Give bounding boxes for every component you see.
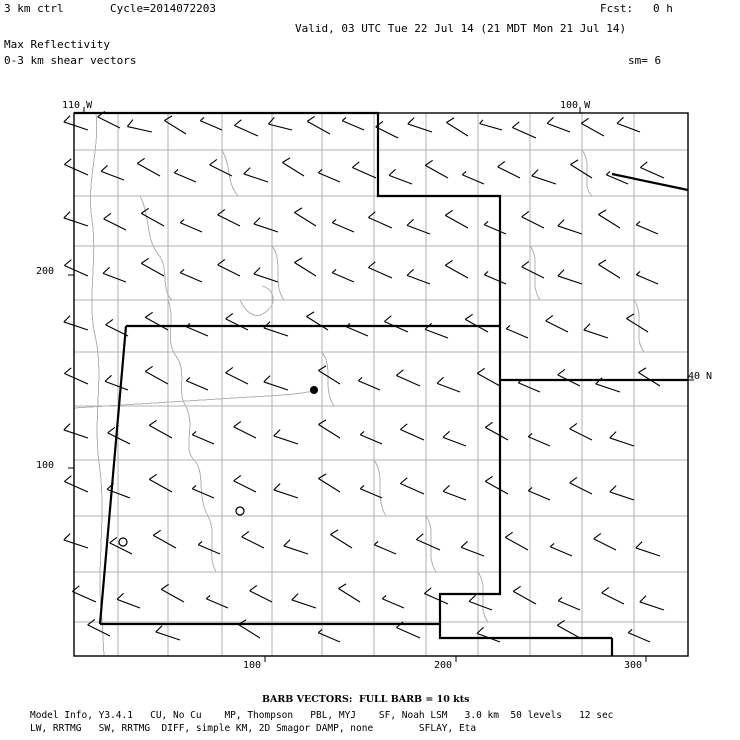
wind-barb <box>145 366 168 384</box>
wind-barb <box>64 368 88 384</box>
wind-barb <box>284 540 308 554</box>
wind-barb <box>416 534 440 550</box>
wind-barb <box>234 120 258 136</box>
wind-barb <box>64 476 88 492</box>
wind-barb-layer <box>64 111 664 642</box>
wind-barb <box>294 208 316 226</box>
wind-barb <box>445 260 468 278</box>
wind-barb <box>64 534 88 548</box>
wind-barb <box>570 477 592 494</box>
wind-barb <box>234 421 256 438</box>
wind-barb <box>192 431 214 444</box>
wind-barb <box>72 586 96 602</box>
wind-barb <box>484 221 506 234</box>
cycle-label: Cycle=2014072203 <box>110 2 216 15</box>
wind-barb <box>626 314 648 332</box>
wind-barb <box>570 423 592 440</box>
field-label-secondary: 0-3 km shear vectors <box>4 54 137 67</box>
wind-barb <box>306 312 328 330</box>
lon-label-100w: 100 W <box>560 100 591 111</box>
valid-time-label: Valid, 03 UTC Tue 22 Jul 14 (21 MDT Mon 21 Jul 14) <box>295 22 627 35</box>
wind-barb <box>518 379 540 392</box>
wind-barb <box>274 430 298 444</box>
wind-barb <box>558 270 582 284</box>
wind-barb <box>242 531 264 548</box>
wind-barb <box>153 530 176 548</box>
wind-barb <box>294 258 316 276</box>
lon-label-110w: 110 W <box>62 100 93 111</box>
x-tick-200: 200 <box>434 660 453 671</box>
wind-barb <box>104 213 126 230</box>
forecast-hour-label: Fcst: 0 h <box>600 2 673 15</box>
wind-barb <box>226 313 248 330</box>
wind-barb <box>64 260 88 276</box>
wind-barb <box>108 427 130 444</box>
wind-barb <box>513 586 536 604</box>
wind-barb <box>360 431 382 444</box>
wind-barb <box>505 532 528 550</box>
wind-barb <box>528 433 550 446</box>
storm-motion-label: sm= 6 <box>628 54 662 67</box>
wind-barb <box>498 161 520 178</box>
wind-barb <box>602 587 624 604</box>
wind-barb <box>117 593 140 608</box>
wind-barb <box>307 116 330 134</box>
wind-barb <box>546 315 568 332</box>
wind-barb <box>550 543 572 556</box>
wind-barb <box>264 376 288 390</box>
wind-barb <box>218 209 240 226</box>
wind-barb <box>617 117 640 132</box>
wind-barb <box>180 219 202 232</box>
wind-barb <box>610 432 634 446</box>
station-marker-open-1 <box>236 507 244 515</box>
wind-barb <box>352 162 376 178</box>
y-tick-200: 200 <box>36 266 55 277</box>
wind-barb <box>218 259 240 276</box>
wind-barb <box>598 210 620 228</box>
wind-barb <box>330 530 352 548</box>
wind-barb <box>636 221 658 234</box>
wind-barb <box>558 597 580 610</box>
wind-barb <box>584 324 608 338</box>
wind-barb <box>557 620 580 638</box>
wind-barb <box>446 118 468 136</box>
wind-barb <box>581 118 604 136</box>
wind-barb <box>640 596 664 610</box>
wind-barb <box>149 420 172 438</box>
wind-barb <box>105 375 128 390</box>
y-tick-100: 100 <box>36 460 55 471</box>
wind-barb <box>484 271 506 284</box>
wind-barb <box>558 220 582 234</box>
wind-barb <box>636 271 658 284</box>
wind-barb <box>628 629 650 642</box>
wind-barb <box>443 431 466 446</box>
wind-barb <box>374 541 396 554</box>
station-marker-open-2 <box>119 538 127 546</box>
wind-barb <box>522 211 544 228</box>
model-label: 3 km ctrl <box>4 2 64 15</box>
wind-barb <box>437 377 460 392</box>
wind-barb <box>141 208 164 226</box>
wind-barb <box>477 368 500 386</box>
lat-label-40n: 40 N <box>688 371 713 382</box>
wind-barb <box>638 368 660 386</box>
wind-barb <box>332 219 354 232</box>
wind-barb <box>161 584 184 602</box>
wind-barb <box>254 218 278 232</box>
wind-barb <box>358 377 380 390</box>
wind-barb <box>424 588 448 604</box>
wind-barb <box>238 620 260 638</box>
wind-barb <box>636 542 660 556</box>
wind-barb <box>368 212 392 228</box>
wind-barb <box>445 210 468 228</box>
wind-barb <box>465 314 488 332</box>
model-info-line-2: LW, RRTMG SW, RRTMG DIFF, simple KM, 2D Smagor DAMP, none SFLAY, Eta <box>30 723 477 734</box>
wind-barb <box>264 322 288 336</box>
wind-barb <box>200 117 222 130</box>
wind-barb <box>141 258 164 276</box>
wind-barb <box>244 168 268 182</box>
wind-barb <box>598 260 620 278</box>
wind-barb <box>469 595 492 610</box>
wind-barb <box>174 169 196 182</box>
wind-barb <box>127 120 152 132</box>
wind-barb <box>400 424 424 440</box>
station-marker-filled <box>310 386 318 394</box>
wind-barb <box>594 533 616 550</box>
wind-barb <box>506 325 528 338</box>
wind-barb <box>396 370 420 386</box>
wind-barb <box>480 120 502 130</box>
wind-barb <box>149 474 172 492</box>
wind-barb <box>485 476 508 494</box>
wind-barb <box>332 269 354 282</box>
wind-barb <box>64 159 88 175</box>
wind-barb <box>274 484 298 498</box>
wind-barb <box>292 594 316 608</box>
wind-barb <box>192 485 214 498</box>
wind-barb <box>558 369 580 386</box>
wind-barb <box>382 595 404 608</box>
wind-barb <box>425 160 448 178</box>
wind-barb <box>64 116 88 130</box>
wind-barb <box>532 170 556 184</box>
wind-barb <box>137 158 160 176</box>
station-marker-layer <box>119 386 318 546</box>
wind-barb <box>522 261 544 278</box>
wind-barb <box>234 475 256 492</box>
wind-barb <box>407 219 430 234</box>
wind-barb <box>389 169 412 184</box>
wind-barb <box>64 316 88 330</box>
wind-barb <box>547 117 570 132</box>
model-info-line-1: Model Info, Y3.4.1 CU, No Cu MP, Thompson PBL, MYJ SF, Noah LSM 3.0 km 50 levels 12 sec <box>30 710 614 721</box>
wind-barb <box>462 171 484 184</box>
x-tick-300: 300 <box>624 660 643 671</box>
wind-barb <box>250 585 272 602</box>
wind-barb <box>570 160 592 178</box>
wind-barb <box>640 162 664 178</box>
axis-ticks <box>68 107 694 662</box>
wind-barb <box>384 316 408 332</box>
wind-barb <box>407 269 430 284</box>
wind-barb <box>477 627 500 642</box>
wind-barb <box>408 118 432 132</box>
wind-barb <box>226 367 248 384</box>
wind-barb <box>485 422 508 440</box>
barb-legend: BARB VECTORS: FULL BARB = 10 kts <box>262 694 470 705</box>
wind-barb <box>186 377 208 390</box>
wind-barb <box>180 269 202 282</box>
wind-barb <box>101 165 124 180</box>
wind-barb <box>400 478 424 494</box>
wind-barb <box>64 424 88 438</box>
wind-barb <box>512 122 536 138</box>
wind-barb <box>528 487 550 500</box>
wind-barb <box>198 541 220 554</box>
wind-barb <box>338 584 360 602</box>
wind-barb <box>368 262 392 278</box>
wind-barb <box>360 485 382 498</box>
field-label-primary: Max Reflectivity <box>4 38 110 51</box>
wind-barb <box>64 212 88 226</box>
wind-barb <box>145 312 168 330</box>
wind-barb <box>254 268 278 282</box>
wind-barb <box>610 486 634 500</box>
x-tick-100: 100 <box>243 660 262 671</box>
wind-barb <box>282 158 304 176</box>
wind-barb <box>103 267 126 282</box>
wind-barb <box>443 485 466 500</box>
wind-barb <box>342 117 364 130</box>
wind-barb <box>461 541 484 556</box>
wind-barb <box>206 595 228 608</box>
